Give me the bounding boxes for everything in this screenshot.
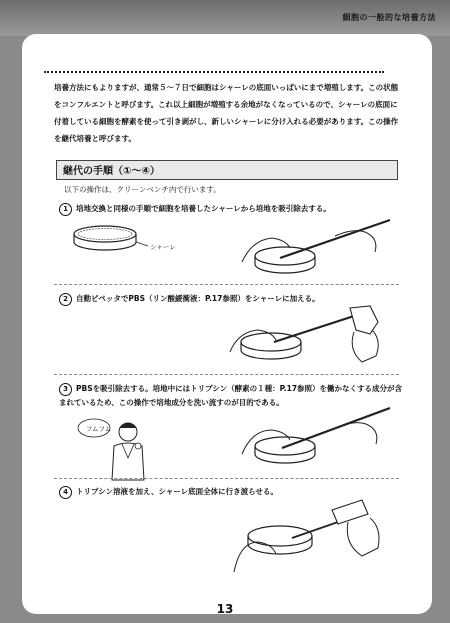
step-text: 培地交換と同様の手順で細胞を培養したシャーレから培地を吸引除去する。 — [76, 204, 331, 213]
intro-paragraph: 培養方法にもよりますが、通常５〜７日で細胞はシャーレの底面いっぱいにまで増殖します。この状態をコンフルエントと呼びます。これ以上細胞が増殖する余地がなくなっているので、シャーレの底面に付着している細胞を酵素を使って引き剥がし、新しいシャーレに分け入れる必要があります。この操作を継代培養と呼びます。 — [54, 83, 399, 143]
step-divider — [54, 374, 399, 375]
step-divider — [54, 284, 399, 285]
aspiration-illustration — [240, 212, 400, 282]
header-bar — [0, 0, 450, 36]
page-number: 13 — [216, 602, 234, 616]
section-note: 以下の操作は、クリーンベンチ内で行います。 — [64, 185, 221, 194]
step-text: 自動ピペッタでPBS（リン酸緩衝液：P.17参照）をシャーレに加える。 — [76, 294, 320, 303]
pbs-removal-illustration — [240, 402, 400, 474]
step-number: 3 — [59, 383, 72, 396]
step-text: トリプシン溶液を加え、シャーレ底面全体に行き渡らせる。 — [76, 487, 278, 496]
step-number: 1 — [59, 203, 72, 216]
step-divider — [54, 478, 399, 479]
step-number: 2 — [59, 293, 72, 306]
dish-label: シャーレ — [150, 243, 176, 251]
section-title: 継代の手順（①〜④） — [63, 166, 160, 177]
header-title: 細胞の一般的な培養方法 — [342, 13, 436, 22]
section-header — [56, 160, 398, 180]
step-number: 4 — [59, 486, 72, 499]
speech-bubble-text: フムフム — [86, 425, 112, 433]
step-text: PBSを吸引除去する。培地中にはトリプシン（酵素の１種：P.17参照）を働かなくする成分が含まれているため、この操作で培地成分を洗い流すのが目的である。 — [59, 384, 403, 407]
trypsin-illustration — [228, 496, 398, 592]
dotted-divider — [44, 71, 384, 73]
pipette-illustration — [226, 304, 406, 370]
